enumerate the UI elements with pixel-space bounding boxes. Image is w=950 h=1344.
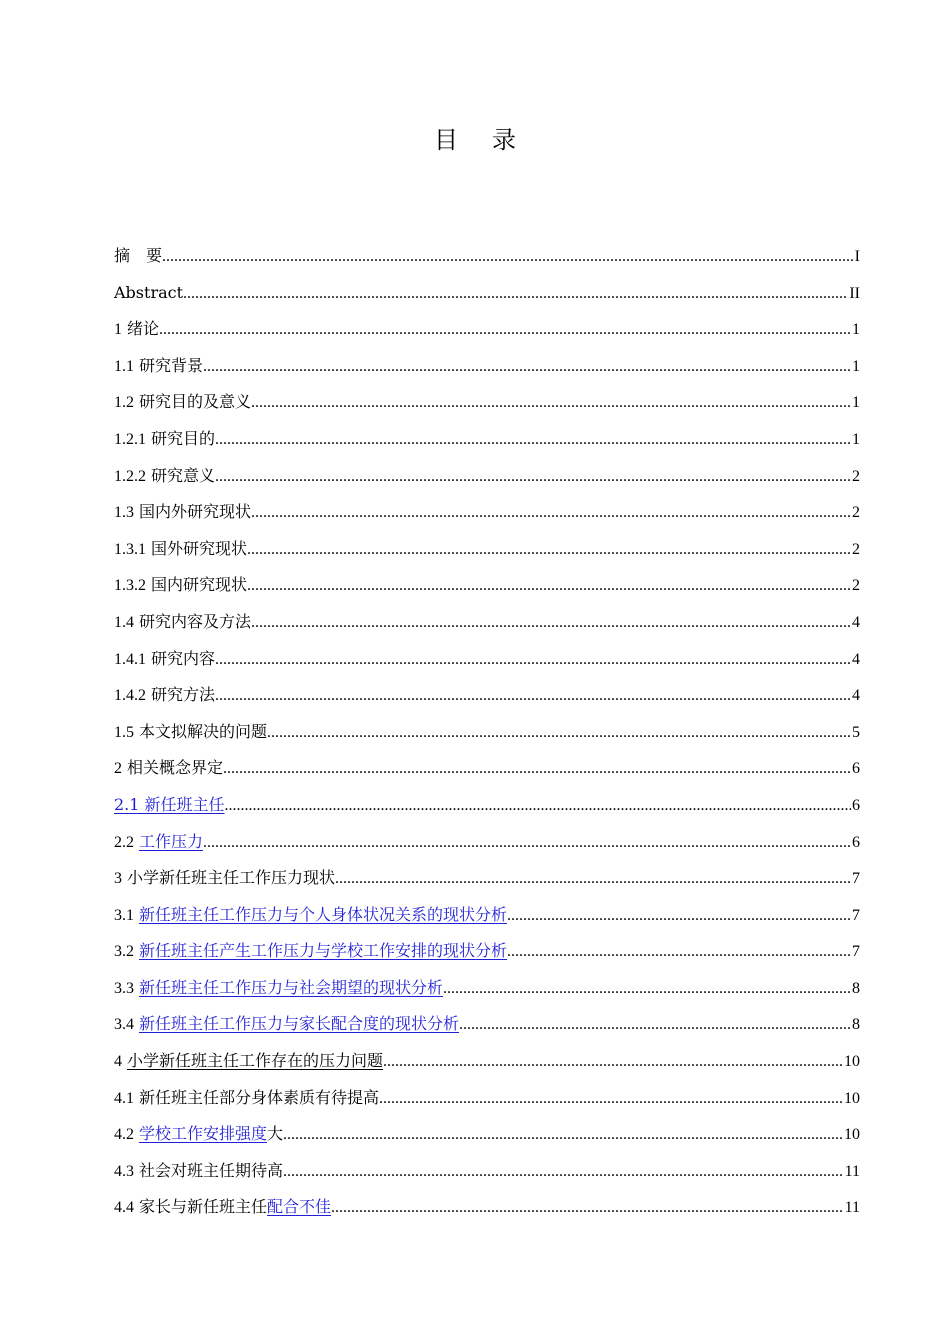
toc-entry-text: 研究目的及意义 <box>139 392 252 412</box>
toc-leader-dots <box>267 715 851 752</box>
toc-entry-link[interactable]: 新任班主任工作压力与社会期望的现状分析 <box>139 977 444 997</box>
toc-entry-number: 4.2 <box>114 1126 134 1144</box>
toc-leader-dots <box>247 568 851 605</box>
toc-entry[interactable] <box>114 348 860 385</box>
toc-entry[interactable] <box>114 897 860 934</box>
toc-leader-dots <box>383 1044 843 1081</box>
toc-entry-number: 1.4 <box>114 613 134 631</box>
toc-title <box>0 120 950 160</box>
toc-leader-dots <box>507 934 851 971</box>
toc-entry-link[interactable]: 新任班主任工作压力与个人身体状况关系的现状分析 <box>139 904 508 924</box>
toc-page-number: 7 <box>852 906 860 924</box>
toc-entry-number: 1.4.2 <box>114 687 146 705</box>
toc-entry-label <box>114 494 251 532</box>
toc-leader-dots <box>215 422 851 459</box>
toc-leader-dots <box>507 898 851 935</box>
toc-entry-number: 1.2 <box>114 394 134 412</box>
toc-entry[interactable] <box>114 1006 860 1043</box>
toc-entry[interactable] <box>114 238 860 275</box>
toc-entry-number: 1.2.1 <box>114 430 146 448</box>
toc-leader-dots <box>251 385 851 422</box>
toc-title-char-1: 目 <box>434 126 458 154</box>
toc-page-number: 7 <box>852 870 860 888</box>
toc-leader-dots <box>247 532 851 569</box>
toc-entry-label <box>114 1006 459 1044</box>
toc-entry-text: 研究方法 <box>151 685 216 705</box>
toc-entry-label <box>114 384 251 422</box>
toc-entry-text: 国内研究现状 <box>151 575 248 595</box>
toc-leader-dots <box>283 1117 843 1154</box>
toc-page-number: 11 <box>844 1199 860 1217</box>
toc-entry-link[interactable]: 配合不佳 <box>267 1197 332 1217</box>
toc-page-number: 1 <box>852 321 860 339</box>
toc-entry-label <box>114 604 251 642</box>
toc-entry-text: 新任班主任部分身体素质有待提高 <box>139 1087 380 1107</box>
toc-entry-number: 3.3 <box>114 979 134 997</box>
toc-entry[interactable] <box>114 458 860 495</box>
toc-leader-dots <box>215 642 851 679</box>
toc-title-char-2: 录 <box>492 126 516 154</box>
toc-entry-number: 3 <box>114 870 122 888</box>
toc-entry-label <box>114 860 335 898</box>
toc-entry[interactable] <box>114 275 860 312</box>
toc-entry-text: 研究内容及方法 <box>139 611 252 631</box>
toc-entry-text: 大 <box>267 1124 284 1144</box>
toc-entry-text: 小学新任班主任工作存在的压力问题 <box>127 1051 384 1071</box>
toc-page-number: 6 <box>852 760 860 778</box>
toc-leader-dots <box>251 605 851 642</box>
toc-page-number: 1 <box>852 357 860 375</box>
toc-entry-number: 2.2 <box>114 833 134 851</box>
toc-entry-label <box>114 275 183 312</box>
toc-entry-number: 1.3 <box>114 504 134 522</box>
toc-leader-dots <box>379 1081 843 1118</box>
toc-entry-number: 1.3.2 <box>114 577 146 595</box>
toc-entry-label <box>114 1153 283 1191</box>
toc-page-number: 8 <box>852 979 860 997</box>
toc-page-number: 7 <box>852 943 860 961</box>
toc-entry-text: 摘 要 <box>114 246 163 265</box>
toc-entry[interactable] <box>114 970 860 1007</box>
toc-leader-dots <box>159 312 851 349</box>
toc-entry-text: 研究内容 <box>151 648 216 668</box>
toc-entry-label <box>114 1189 331 1227</box>
toc-entry-text: 本文拟解决的问题 <box>139 721 268 741</box>
toc-entry-label <box>114 458 215 496</box>
toc-entry-label <box>114 714 267 752</box>
toc-leader-dots <box>251 495 851 532</box>
toc-entry-number: 1.4.1 <box>114 650 146 668</box>
toc-entry-link[interactable]: 新任班主任工作压力与家长配合度的现状分析 <box>139 1014 460 1034</box>
toc-page-number: 11 <box>844 1162 860 1180</box>
toc-entry[interactable] <box>114 494 860 531</box>
toc-entry[interactable] <box>114 1116 860 1153</box>
toc-entry[interactable] <box>114 604 860 641</box>
toc-leader-dots <box>183 276 848 313</box>
toc-entry[interactable] <box>114 641 860 678</box>
toc-page-number: 2 <box>852 467 860 485</box>
toc-entry-number: 4 <box>114 1053 122 1071</box>
toc-entry-number: 3.4 <box>114 1016 134 1034</box>
toc-entry-label <box>114 1080 379 1118</box>
toc-entry-number: 2 <box>114 760 122 778</box>
toc-entry-text: 小学新任班主任工作压力现状 <box>127 868 336 888</box>
toc-leader-dots <box>331 1190 844 1227</box>
toc-leader-dots <box>215 678 851 715</box>
toc-entry-label <box>114 933 507 971</box>
toc-entry[interactable] <box>114 1043 860 1080</box>
toc-leader-dots <box>215 459 851 496</box>
toc-leader-dots <box>335 861 851 898</box>
toc-page-number: 10 <box>844 1053 860 1071</box>
toc-page-number: 10 <box>844 1089 860 1107</box>
toc-page-number: I <box>854 248 860 265</box>
toc-page-number: II <box>849 284 860 302</box>
toc-entry[interactable] <box>114 750 860 787</box>
toc-entry-label <box>114 677 215 715</box>
toc-entry-link[interactable]: 工作压力 <box>139 831 204 851</box>
toc-entry[interactable] <box>114 714 860 751</box>
toc-entry-label <box>114 641 215 679</box>
toc-entry-number: 3.1 <box>114 906 134 924</box>
toc-entry-number: 1 <box>114 321 122 339</box>
toc-entry[interactable] <box>114 531 860 568</box>
toc-entry[interactable] <box>114 421 860 458</box>
toc-leader-dots <box>443 971 851 1008</box>
toc-entry-number: 4.4 <box>114 1199 134 1217</box>
toc-page-number: 4 <box>852 613 860 631</box>
toc-entry-text: Abstract <box>114 282 184 302</box>
toc-entry-label <box>114 1043 383 1081</box>
toc-entry-text: 相关概念界定 <box>127 758 224 778</box>
toc-entry-text: 国外研究现状 <box>151 538 248 558</box>
toc-entry-label <box>114 348 203 386</box>
toc-entry-label <box>114 750 223 788</box>
toc-page-number: 1 <box>852 394 860 412</box>
toc-page-number: 2 <box>852 577 860 595</box>
toc-entry-number: 1.3.1 <box>114 540 146 558</box>
toc-entry[interactable] <box>114 860 860 897</box>
toc-entry[interactable] <box>114 384 860 421</box>
toc-entry-link[interactable]: 2.1 新任班主任 <box>114 794 225 814</box>
toc-entry-label <box>114 567 247 605</box>
toc-entry[interactable] <box>114 1153 860 1190</box>
toc-entry-label <box>114 897 507 935</box>
toc-page-number: 8 <box>852 1016 860 1034</box>
toc-entry[interactable] <box>114 311 860 348</box>
toc-page-number: 10 <box>844 1126 860 1144</box>
toc-page-number: 1 <box>852 430 860 448</box>
toc-leader-dots <box>203 825 851 862</box>
toc-entry-text: 绪论 <box>127 319 160 339</box>
toc-entry-label <box>114 1116 283 1154</box>
toc-entry[interactable] <box>114 1189 860 1226</box>
toc-entry-label <box>114 531 247 569</box>
toc-entry-link[interactable]: 新任班主任产生工作压力与学校工作安排的现状分析 <box>139 941 508 961</box>
toc-page-number: 4 <box>852 687 860 705</box>
toc-entry-text: 家长与新任班主任 <box>139 1197 268 1217</box>
toc-page-number: 2 <box>852 540 860 558</box>
toc-entry-label <box>114 970 443 1008</box>
toc-entry-label <box>114 311 159 349</box>
toc-entry-text: 社会对班主任期待高 <box>139 1160 284 1180</box>
toc-leader-dots <box>225 788 851 825</box>
toc-entry-number: 4.1 <box>114 1089 134 1107</box>
toc-entry-number: 4.3 <box>114 1162 134 1180</box>
toc-page-number: 4 <box>852 650 860 668</box>
toc-entry[interactable] <box>114 567 860 604</box>
toc-leader-dots <box>162 239 854 276</box>
toc-entry-text: 研究目的 <box>151 428 216 448</box>
toc-entry[interactable] <box>114 677 860 714</box>
toc-entry-link[interactable]: 学校工作安排强度 <box>139 1124 268 1144</box>
toc-entry-label <box>114 238 162 275</box>
toc-entry-label <box>114 421 215 459</box>
toc-entry[interactable] <box>114 787 860 824</box>
toc-entry-text: 研究意义 <box>151 465 216 485</box>
toc-leader-dots <box>459 1007 851 1044</box>
toc-entry[interactable] <box>114 1080 860 1117</box>
toc-leader-dots <box>283 1154 844 1191</box>
toc-entry-label <box>114 787 225 824</box>
toc-list <box>114 238 860 1226</box>
toc-entry[interactable] <box>114 824 860 861</box>
toc-page-number: 6 <box>852 796 860 814</box>
toc-entry-text: 国内外研究现状 <box>139 502 252 522</box>
toc-entry-text: 研究背景 <box>139 355 204 375</box>
toc-page-number: 5 <box>852 723 860 741</box>
toc-entry-number: 3.2 <box>114 943 134 961</box>
toc-entry-number: 1.5 <box>114 723 134 741</box>
toc-leader-dots <box>223 751 851 788</box>
toc-page-number: 6 <box>852 833 860 851</box>
toc-entry-number: 1.2.2 <box>114 467 146 485</box>
toc-leader-dots <box>203 349 851 386</box>
toc-entry-number: 1.1 <box>114 357 134 375</box>
toc-entry-label <box>114 824 203 862</box>
toc-page-number: 2 <box>852 504 860 522</box>
toc-entry[interactable] <box>114 933 860 970</box>
